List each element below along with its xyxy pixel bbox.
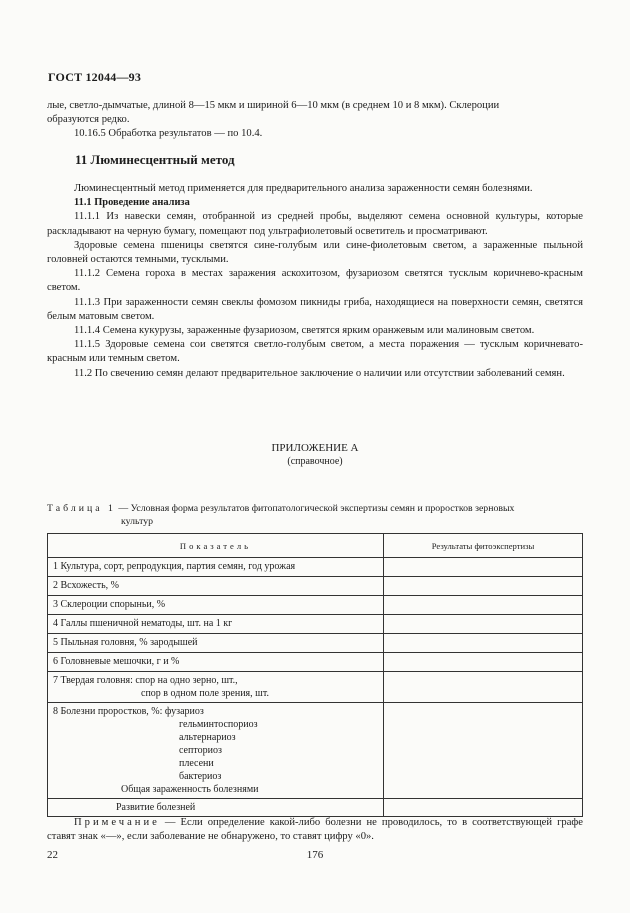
section-11-title: 11 Люминесцентный метод [75,152,235,167]
table-row [48,672,583,703]
paragraph-11-1-4: 11.1.4 Семена кукурузы, зараженные фузариозом, светятся ярким оранжевым или малиновым светом. [74,325,535,337]
result-cell [384,596,583,615]
results-table [47,533,583,817]
table-row [48,577,583,596]
table-cell: 6 Головневые мешочки, г и % [48,653,384,672]
table-cell: 3 Склероции спорыньи, % [48,596,384,615]
row8-line-1: 8 Болезни проростков, %: фузариоз [53,706,204,717]
note-label: Примечание [74,817,160,828]
table-cell: 1 Культура, сорт, репродукция, партия семян, год урожая [48,558,384,577]
paragraph-11-1-2: 11.1.2 Семена гороха в местах заражения аскохитозом, фузариозом светятся тусклым коричнево-красным светом. [47,268,583,294]
appendix-subtitle: (справочное) [287,456,343,467]
paragraph-11-1-5: 11.1.5 Здоровые семена сои светятся светло-голубым светом, а места поражения — тусклым коричневато-красным или темным светом. [47,339,583,365]
continued-line-1: лые, светло-дымчатые, длиной 8—15 мкм и шириной 6—10 мкм (в среднем 10 и 8 мкм). Склероции [47,100,500,111]
table-cell [48,703,384,799]
note-text: — Если определение какой-либо болезни не проводилось, то в соответствующей графе ставят знак «—», если заболевание не обнаружено, то ставят цифру «0». [47,817,583,843]
disease-item: септориоз [179,745,222,756]
disease-item: бактериоз [179,771,222,782]
result-cell [384,577,583,596]
result-cell [384,653,583,672]
result-cell [384,615,583,634]
result-cell [384,672,583,703]
table-label: Таблица 1 [47,503,116,514]
disease-item: плесени [179,758,214,769]
column-header-indicator: Показатель [48,534,384,558]
table-row [48,634,583,653]
result-cell [384,703,583,799]
column-header-results: Результаты фитоэкспертизы [384,534,583,558]
result-cell [384,799,583,817]
table-row [48,615,583,634]
paragraph-wheat: Здоровые семена пшеницы светятся сине-голубым или сине-фиолетовым светом, а зараженные пыльной головней остаются темными, тусклыми. [47,239,583,266]
continued-paragraph [47,99,583,142]
page-number-center: 176 [306,849,324,861]
table-caption-line-2: культур [121,516,154,527]
document-header: ГОСТ 12044—93 [48,70,142,84]
row7-line-1: 7 Твердая головня: спор на одно зерно, шт., [53,675,238,686]
table-cell [48,672,384,703]
page-number-left: 22 [47,849,58,861]
table-cell: 5 Пыльная головня, % зародышей [48,634,384,653]
paragraph-11-1-1: 11.1.1 Из навески семян, отобранной из средней пробы, выделяют семена основной культуры, которые раскладывают на черную бумагу, помещают под ультрафиолетовый осветитель и просматривают. [47,211,583,237]
paragraph-11-1-3: 11.1.3 При зараженности семян свеклы фомозом пикниды гриба, находящиеся на поверхности семян, светятся белым матовым светом. [47,296,583,322]
table-cell: 4 Галлы пшеничной нематоды, шт. на 1 кг [48,615,384,634]
result-cell [384,634,583,653]
result-cell [384,558,583,577]
subsection-11-1-title: 11.1 Проведение анализа [74,197,190,209]
table-caption [47,502,583,528]
paragraph-11-2: 11.2 По свечению семян делают предварительное заключение о наличии или отсутствии заболеваний семян. [74,367,565,379]
table-cell: 2 Всхожесть, % [48,577,384,596]
row7-line-2: спор в одном поле зрения, шт. [141,688,269,699]
paragraph-10-16-5: 10.16.5 Обработка результатов — по 10.4. [74,128,263,140]
section-11-intro: Люминесцентный метод применяется для предварительного анализа зараженности семян болезнями. [74,183,533,194]
continued-line-2: образуются редко. [47,114,130,126]
disease-item: гельминтоспориоз [179,719,258,730]
table-row [48,596,583,615]
appendix-title: ПРИЛОЖЕНИЕ А [271,442,359,454]
table-row [48,799,583,817]
section-11-body [47,182,583,381]
table-note [47,816,583,844]
total-infection: Общая зараженность болезнями [121,784,259,795]
table-caption-line-1: — Условная форма результатов фитопатологической экспертизы семян и проростков зерновых [118,503,515,514]
disease-item: альтернариоз [179,732,236,743]
table-row [48,558,583,577]
table-cell: Развитие болезней [48,799,384,817]
table-header-row [48,534,583,558]
table-row [48,703,583,799]
table-row [48,653,583,672]
